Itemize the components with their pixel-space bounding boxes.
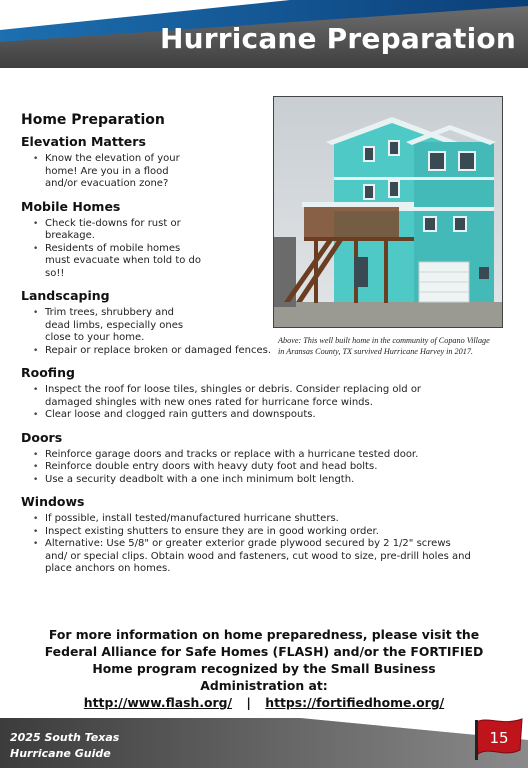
section-heading: Roofing [21,365,75,380]
list-item: • Use a security deadbolt with a one inch minimum bolt length. [33,474,501,487]
guide-title-line2: Hurricane Guide [10,747,111,760]
section-doors [21,430,501,487]
guide-title-line1: 2025 South Texas [10,731,120,744]
section-heading: Mobile Homes [21,198,121,214]
more-info-links [0,694,528,711]
list-item: • Repair or replace broken or damaged fences. [33,345,501,358]
section-heading: Doors [21,429,63,445]
guide-title [10,730,119,762]
main-heading: Home Preparation [21,112,165,128]
list-item: • If possible, install tested/manufactured hurricane shutters. [33,513,473,526]
section-heading: Windows [21,494,85,509]
section-roofing [21,365,501,422]
list-item: • Know the elevation of your home! Are you in a flood and/or evacuation zone? [33,153,203,191]
list-item: • Inspect existing shutters to ensure they are in good working order. [33,526,473,539]
list-item: • Alternative: Use 5/8" or greater exterior grade plywood secured by 2 1/2" screws and/ or special clips. Obtain wood and fasteners, cut wood to size, pre-drill holes and place anchors on homes. [33,538,473,576]
list-item: • Reinforce garage doors and tracks or replace with a hurricane tested door. [33,449,501,462]
house-illustration [274,97,503,328]
section-heading: Landscaping [21,288,110,303]
more-info-text: For more information on home preparedness, please visit the Federal Alliance for Safe Homes (FLASH) and/or the FORTIFIED Home program recognized by the Small Business Administration at: [44,627,484,693]
list-item: • Reinforce double entry doors with heavy duty foot and head bolts. [33,461,501,474]
more-info [0,626,528,711]
page-number: 15 [489,729,509,747]
footer-banner [0,718,528,768]
flash-link[interactable]: http://www.flash.org/ [83,695,233,710]
header-banner [0,0,528,68]
list-item: • Inspect the roof for loose tiles, shingles or debris. Consider replacing old or damaged shingles with new ones rated for hurricane force winds. [33,384,453,409]
fortified-link[interactable]: https://fortifiedhome.org/ [265,695,445,710]
section-heading: Elevation Matters [21,134,146,149]
list-item: • Check tie-downs for rust or breakage. [33,218,203,243]
house-photo [273,96,503,328]
link-separator: | [246,695,251,710]
section-windows [21,494,501,576]
page-title: Hurricane Preparation [159,22,516,55]
list-item: • Residents of mobile homes must evacuate when told to do so!! [33,243,203,281]
list-item: • Trim trees, shrubbery and dead limbs, especially ones close to your home. [33,307,193,345]
list-item: • Clear loose and clogged rain gutters and downspouts. [33,409,453,422]
photo-caption: Above: This well built home in the community of Copano Village in Aransas County, TX survived Hurricane Harvey in 2017. [278,336,490,356]
